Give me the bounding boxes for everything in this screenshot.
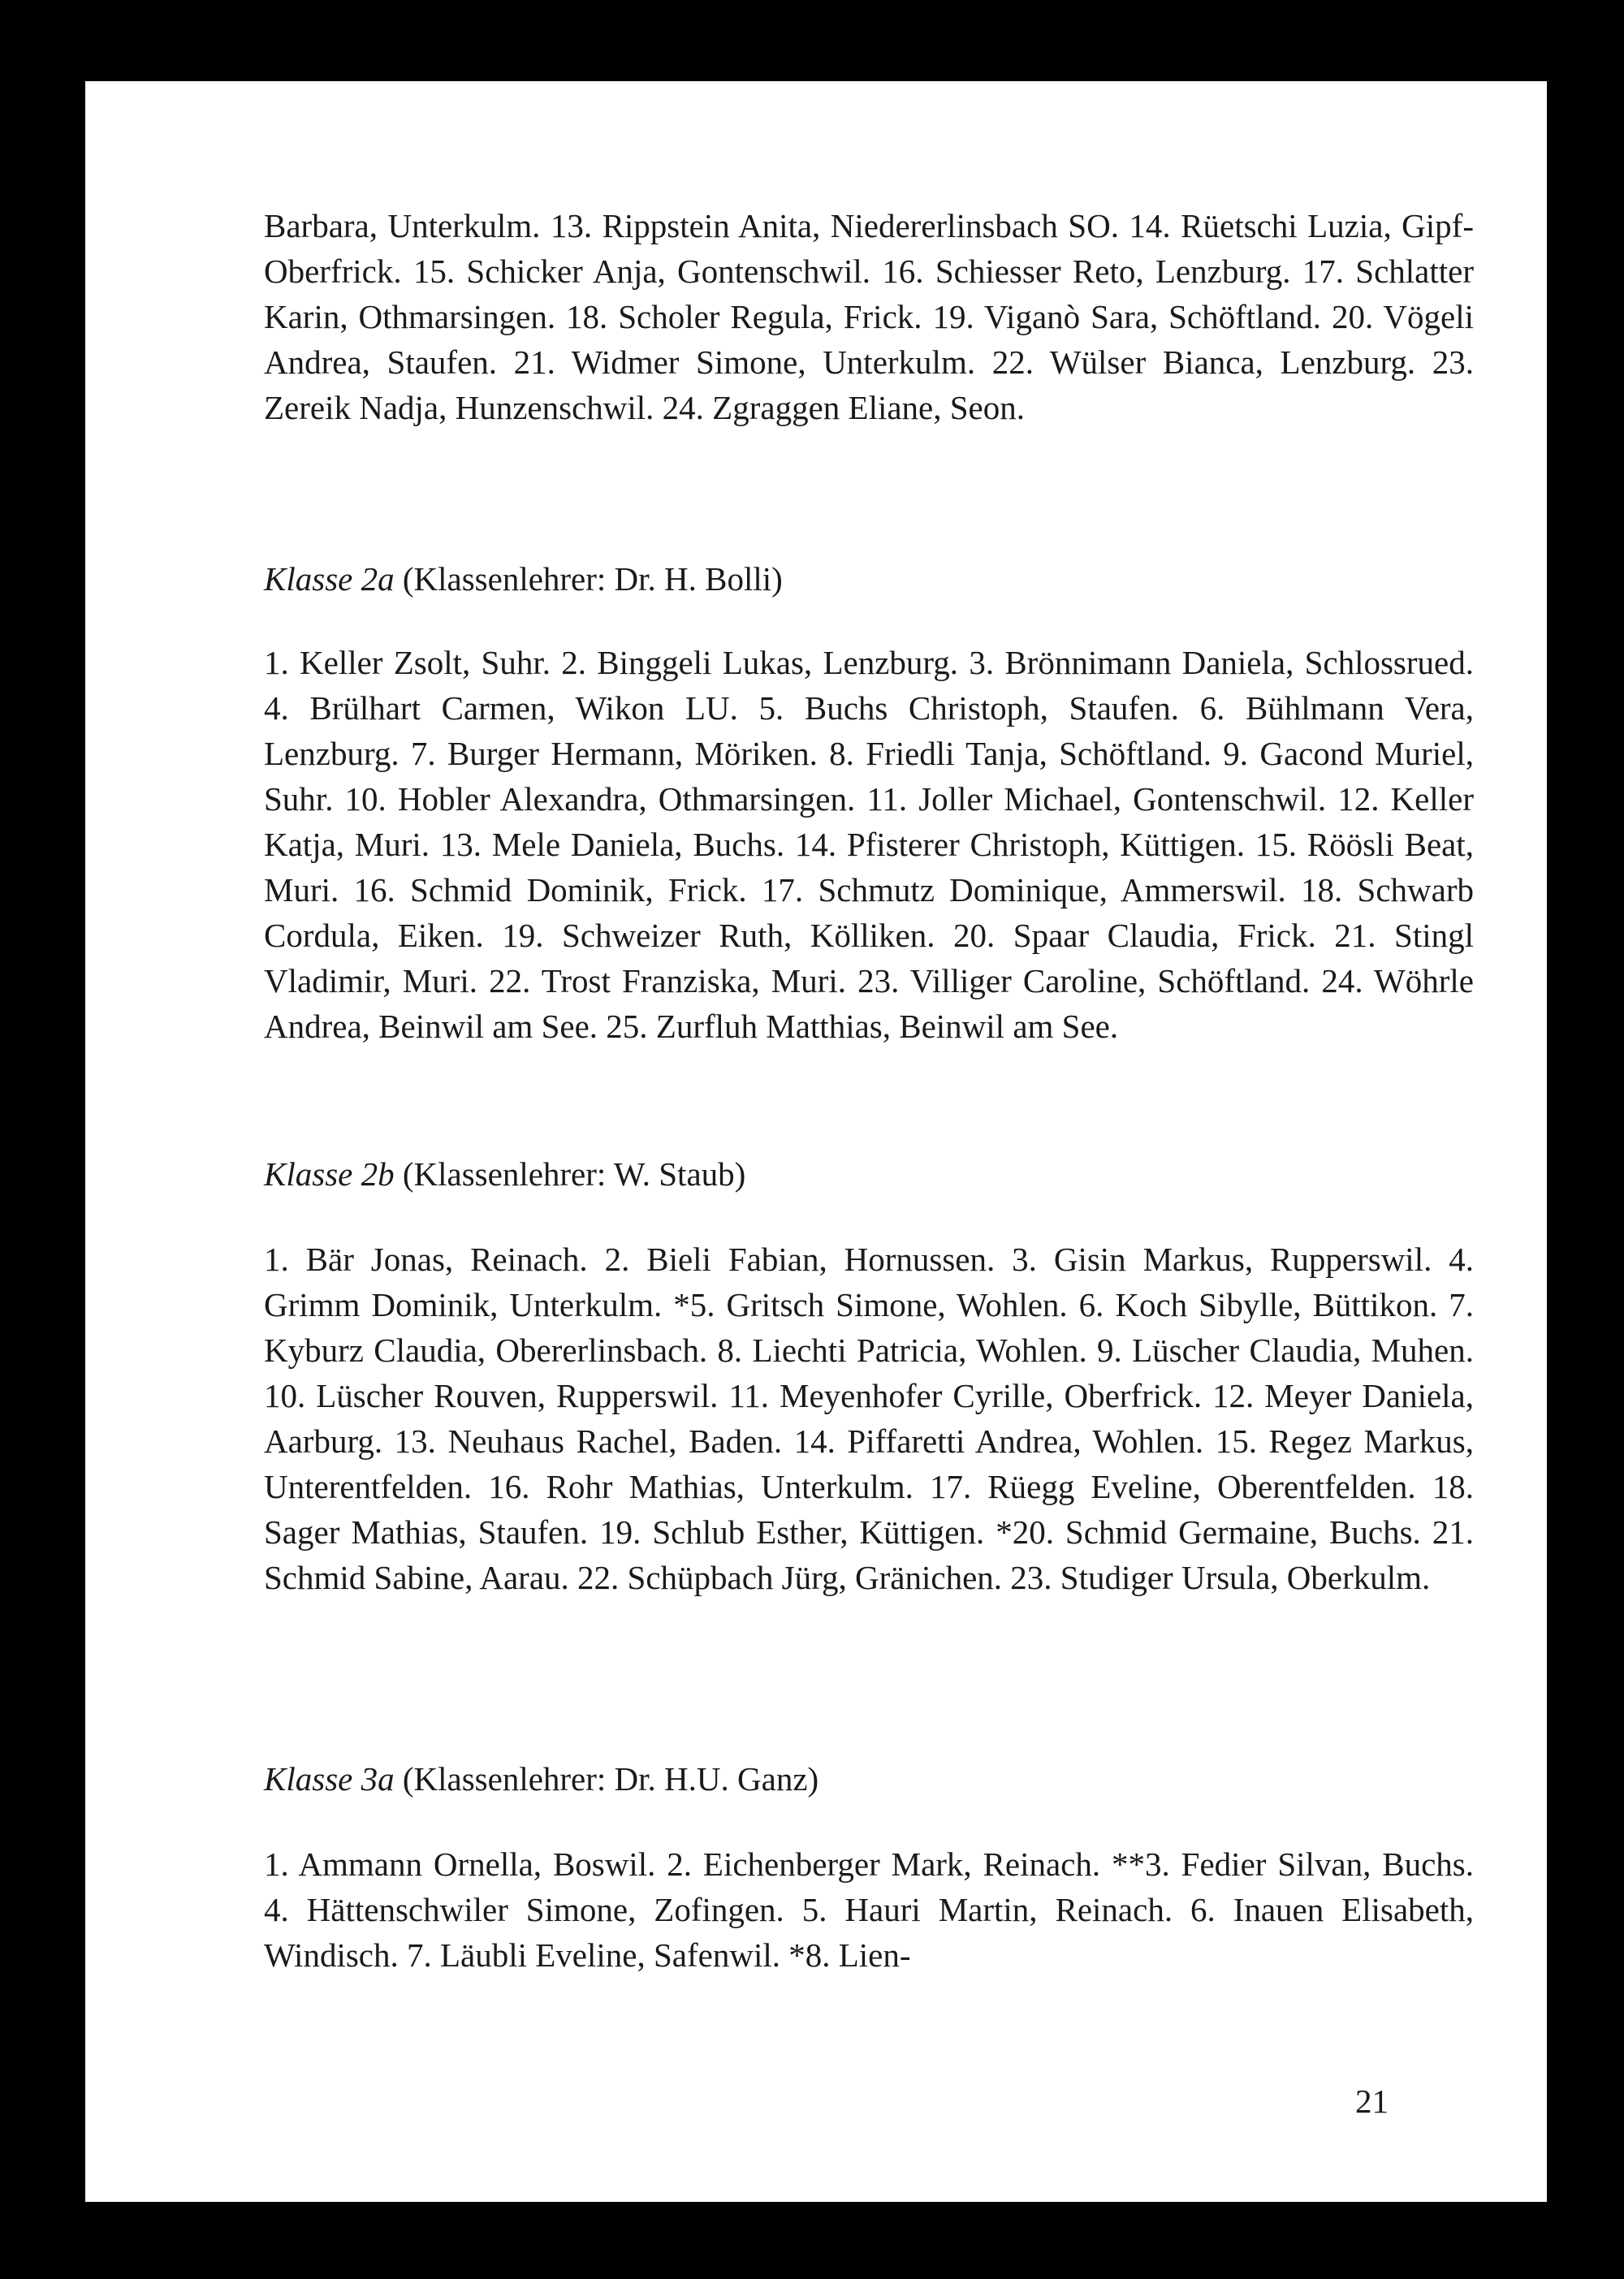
class-2b-label: Klasse 2b [264,1155,395,1193]
class-2a-label: Klasse 2a [264,560,395,598]
class-2b-heading [264,1151,745,1197]
document-page [85,81,1547,2202]
class-2a-students: 1. Keller Zsolt, Suhr. 2. Binggeli Lukas, Lenzburg. 3. Brönnimann Daniela, Schlossrued. 4. Brülhart Carmen, Wikon LU. 5. Buchs Christoph, Staufen. 6. Bühlmann Vera, Lenzburg. 7. Burger Hermann, Möriken. 8. Friedli Tanja, Schöftland. 9. Gacond Muriel, Suhr. 10. Hobler Alexandra, Othmarsingen. 11. Joller Michael, Gontenschwil. 12. Keller Katja, Muri. 13. Mele Daniela, Buchs. 14. Pfisterer Christoph, Küttigen. 15. Röösli Beat, Muri. 16. Schmid Dominik, Frick. 17. Schmutz Dominique, Ammerswil. 18. Schwarb Cordula, Eiken. 19. Schweizer Ruth, Kölliken. 20. Spaar Claudia, Frick. 21. Stingl Vladimir, Muri. 22. Trost Franziska, Muri. 23. Villiger Caroline, Schöftland. 24. Wöhrle Andrea, Beinwil am See. 25. Zurfluh Matthias, Beinwil am See. [264,644,1474,1045]
class-2b-students: 1. Bär Jonas, Reinach. 2. Bieli Fabian, Hornussen. 3. Gisin Markus, Rupperswil. 4. Grimm Dominik, Unterkulm. *5. Gritsch Simone, Wohlen. 6. Koch Sibylle, Büttikon. 7. Kyburz Claudia, Obererlinsbach. 8. Liechti Patricia, Wohlen. 9. Lüscher Claudia, Muhen. 10. Lüscher Rouven, Rupperswil. 11. Meyenhofer Cyrille, Oberfrick. 12. Meyer Daniela, Aarburg. 13. Neuhaus Rachel, Baden. 14. Piffaretti Andrea, Wohlen. 15. Regez Markus, Unterentfelden. 16. Rohr Mathias, Unterkulm. 17. Rüegg Eveline, Oberentfelden. 18. Sager Mathias, Staufen. 19. Schlub Esther, Küttigen. *20. Schmid Germaine, Buchs. 21. Schmid Sabine, Aarau. 22. Schüpbach Jürg, Gränichen. 23. Studiger Ursula, Oberkulm. [264,1241,1474,1596]
class-2a-teacher: (Klassenlehrer: Dr. H. Bolli) [402,560,783,598]
page-number: 21 [1355,2083,1389,2120]
class-2a-heading [264,556,783,602]
class-3a-teacher: (Klassenlehrer: Dr. H.U. Ganz) [402,1760,819,1798]
class-2b-teacher: (Klassenlehrer: W. Staub) [402,1155,746,1193]
intro-paragraph: Barbara, Unterkulm. 13. Rippstein Anita, Niedererlinsbach SO. 14. Rüetschi Luzia, Gipf-Oberfrick. 15. Schicker Anja, Gontenschwil. 16. Schiesser Reto, Lenzburg. 17. Schlatter Karin, Othmarsingen. 18. Scholer Regula, Frick. 19. Viganò Sara, Schöftland. 20. Vögeli Andrea, Staufen. 21. Widmer Simone, Unterkulm. 22. Wülser Bianca, Lenzburg. 23. Zereik Nadja, Hunzenschwil. 24. Zgraggen Eliane, Seon. [264,207,1474,426]
class-3a-label: Klasse 3a [264,1760,395,1798]
class-3a-heading [264,1756,818,1802]
class-3a-students: 1. Ammann Ornella, Boswil. 2. Eichenberger Mark, Reinach. **3. Fedier Silvan, Buchs. 4. Hättenschwiler Simone, Zofingen. 5. Hauri Martin, Reinach. 6. Inauen Elisabeth, Windisch. 7. Läubli Eveline, Safenwil. *8. Lien- [264,1845,1474,1974]
